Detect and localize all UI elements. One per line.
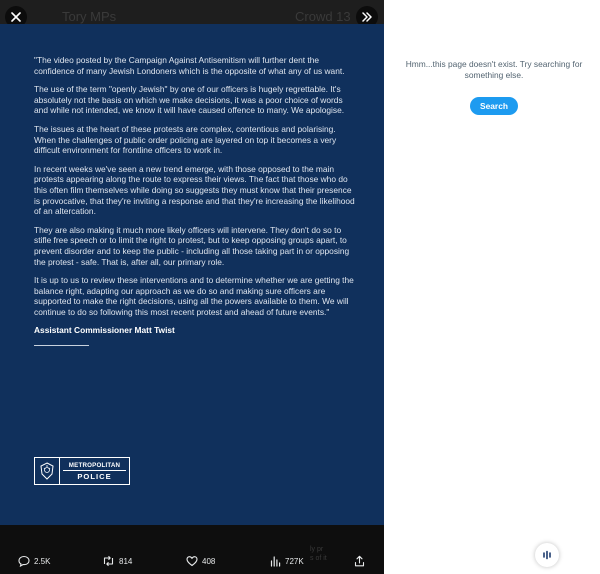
crest-icon [35, 458, 60, 484]
grok-icon [541, 549, 553, 561]
close-icon [11, 12, 21, 22]
views-count: 727K [285, 556, 304, 566]
signature-divider [34, 345, 89, 346]
double-chevron-right-icon [361, 12, 373, 22]
search-button[interactable]: Search [470, 97, 518, 115]
logo-line-2: POLICE [63, 470, 125, 481]
like-count: 408 [202, 556, 216, 566]
repost-icon [102, 555, 115, 567]
statement-paragraph: In recent weeks we've seen a new trend emerge, with those opposed to the main protests appearing along the route to express their views. The fact that those who do this often film themselves while doing so suggests they must know that their presence is provocative, that they're inviting a response and that they're increasing the likelihood of an altercation. [34, 163, 355, 217]
background-text-left: Tory MPs [62, 9, 117, 24]
logo-text [60, 458, 129, 484]
not-found-message: Hmm...this page doesn't exist. Try searching for something else. [405, 59, 583, 80]
engagement-bar [0, 525, 384, 574]
grok-button[interactable] [535, 543, 559, 567]
statement-image [0, 24, 384, 525]
statement-signature: Assistant Commissioner Matt Twist [34, 325, 175, 336]
statement-paragraph: "The video posted by the Campaign Against Antisemitism will further dent the confidence of many Jewish Londoners which is the opposite of what any of us want. [34, 55, 345, 76]
reply-button[interactable] [18, 553, 50, 569]
statement-text [34, 55, 356, 346]
background-text-bottom: ly pr s of it [310, 546, 327, 562]
met-police-logo [34, 457, 130, 485]
share-icon [354, 555, 365, 567]
side-panel [384, 0, 600, 574]
statement-paragraph: It is up to us to review these interventions and to determine whether we are getting the balance right, adapting our approach as we do so and making sure officers are supported to make the right decisions, using all the powers available to them. We will continue to do so following this most recent protest and ahead of future events." [34, 275, 354, 317]
reply-icon [18, 555, 30, 567]
share-button[interactable] [354, 553, 369, 569]
statement-paragraph: They are also making it much more likely officers will intervene. They don't do so to stifle free speech or to limit the right to protest, but to keep opposing groups apart, to prevent disorder and to keep the public - including all those taking part in or opposing the protest - safe. That is, after all, our primary role. [34, 224, 350, 267]
like-button[interactable] [186, 553, 215, 569]
bar-chart-icon [270, 555, 281, 567]
repost-button[interactable] [102, 553, 132, 569]
logo-line-1: METROPOLITAN [68, 462, 121, 469]
repost-count: 814 [119, 556, 133, 566]
statement-paragraph: The issues at the heart of these protests are complex, contentious and polarising. When the challenges of public order policing are layered on top it becomes a very difficult environment for frontline officers to work in. [34, 123, 337, 156]
statement-paragraph: The use of the term "openly Jewish" by one of our officers is hugely regrettable. It's absolutely not the basis on which we make decisions, it was a poor choice of words and while not intended, we know it will have caused offence to many. We apologise. [34, 84, 345, 116]
reply-count: 2.5K [34, 556, 51, 566]
background-text-right: Crowd 13 [295, 9, 351, 24]
views-button[interactable] [270, 553, 304, 569]
heart-icon [186, 555, 198, 567]
